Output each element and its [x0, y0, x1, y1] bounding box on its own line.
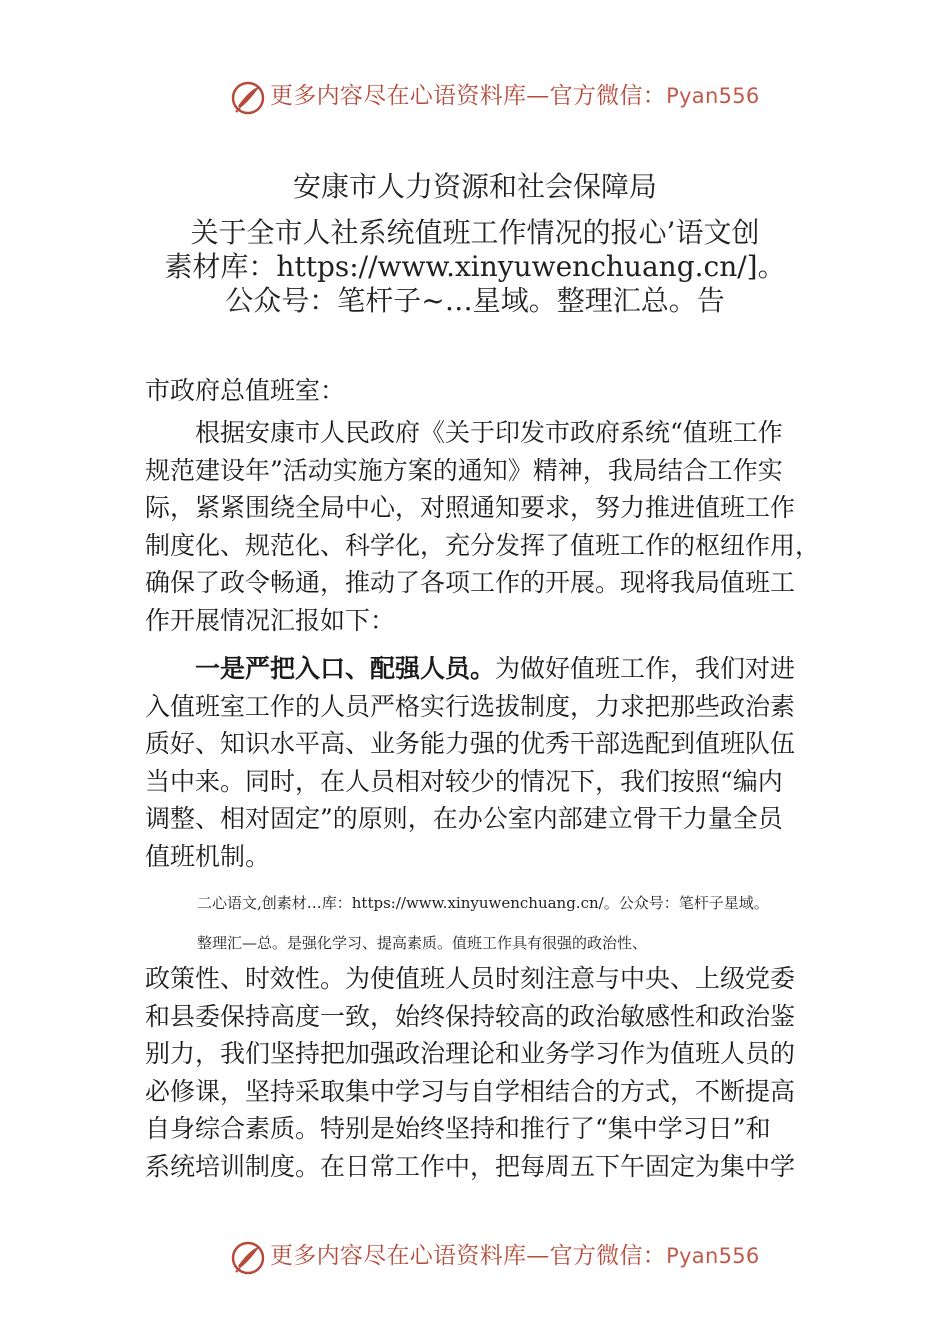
point-one-first-rest: 为做好值班工作，我们对进 [495, 654, 796, 683]
intro-line: 际，紧紧围绕全局中心，对照通知要求，努力推进值班工作 [145, 493, 796, 522]
point-one-paragraph [145, 650, 795, 875]
document-title-line-1: 安康市人力资源和社会保障局 [292, 170, 657, 203]
intro-line: 根据安康市人民政府《关于印发市政府系统“值班工作 [145, 418, 783, 447]
quill-logo-icon [230, 80, 266, 116]
point-two-line: 别力，我们坚持把加强政治理论和业务学习作为值班人员的 [145, 1039, 796, 1068]
point-one-heading: 一是严把入口、配强人员。 [195, 654, 496, 683]
banner-text-cn: 更多内容尽在心语资料库—官方微信： [270, 83, 667, 109]
point-two-line: 必修课，坚持采取集中学习与自学相结合的方式，不断提高 [145, 1076, 796, 1106]
watermark-note-line: 二心语文,创素材…库：https://www.xinyuwenchuang.cn/。公众号：笔杆子星域。 [197, 894, 769, 912]
document-title-line-4: 公众号：笔杆子~…星域。整理汇总。告 [225, 284, 725, 317]
point-two-line: 和县委保持高度一致，始终保持较高的政治敏感性和政治鉴 [145, 1001, 796, 1031]
banner-wechat-id: Pyan556 [666, 84, 760, 108]
intro-line: 规范建设年”活动实施方案的通知》精神，我局结合工作实 [145, 455, 783, 485]
point-one-line: 当中来。同时，在人员相对较少的情况下，我们按照“编内 [145, 766, 783, 796]
banner-text [270, 80, 760, 112]
intro-paragraph [145, 414, 820, 639]
document-title-line-2: 关于全市人社系统值班工作情况的报心’语文创 [190, 216, 760, 249]
document-title-line-3: 素材库：https://www.xinyuwenchuang.cn/]。 [164, 250, 786, 283]
point-one-line: 入值班室工作的人员严格实行选拔制度，力求把那些政治素 [145, 691, 796, 721]
header-banner [0, 72, 950, 122]
point-two-line: 系统培训制度。在日常工作中，把每周五下午固定为集中学 [145, 1151, 796, 1181]
salutation: 市政府总值班室： [145, 376, 346, 405]
banner-text [270, 1240, 760, 1272]
point-two-paragraph [145, 960, 795, 1185]
point-one-line: 值班机制。 [145, 841, 271, 871]
quill-logo-icon [230, 1240, 266, 1276]
point-two-intro-line: 整理汇—总。是强化学习、提高素质。值班工作具有很强的政治性、 [197, 934, 648, 952]
intro-line: 作开展情况汇报如下： [145, 605, 396, 635]
banner-wechat-id: Pyan556 [666, 1244, 760, 1268]
intro-line: 制度化、规范化、科学化，充分发挥了值班工作的枢纽作用， [145, 530, 821, 560]
point-one-line: 质好、知识水平高、业务能力强的优秀干部选配到值班队伍 [145, 729, 796, 758]
point-two-line: 政策性、时效性。为使值班人员时刻注意与中央、上级党委 [145, 964, 796, 993]
intro-line: 确保了政令畅通，推动了各项工作的开展。现将我局值班工 [145, 568, 796, 597]
banner-text-cn: 更多内容尽在心语资料库—官方微信： [270, 1243, 667, 1269]
footer-banner [0, 1232, 950, 1282]
point-one-first-line [145, 650, 795, 688]
point-one-line: 调整、相对固定”的原则，在办公室内部建立骨干力量全员 [145, 804, 783, 833]
point-two-line: 自身综合素质。特别是始终坚持和推行了“集中学习日”和 [145, 1114, 771, 1143]
